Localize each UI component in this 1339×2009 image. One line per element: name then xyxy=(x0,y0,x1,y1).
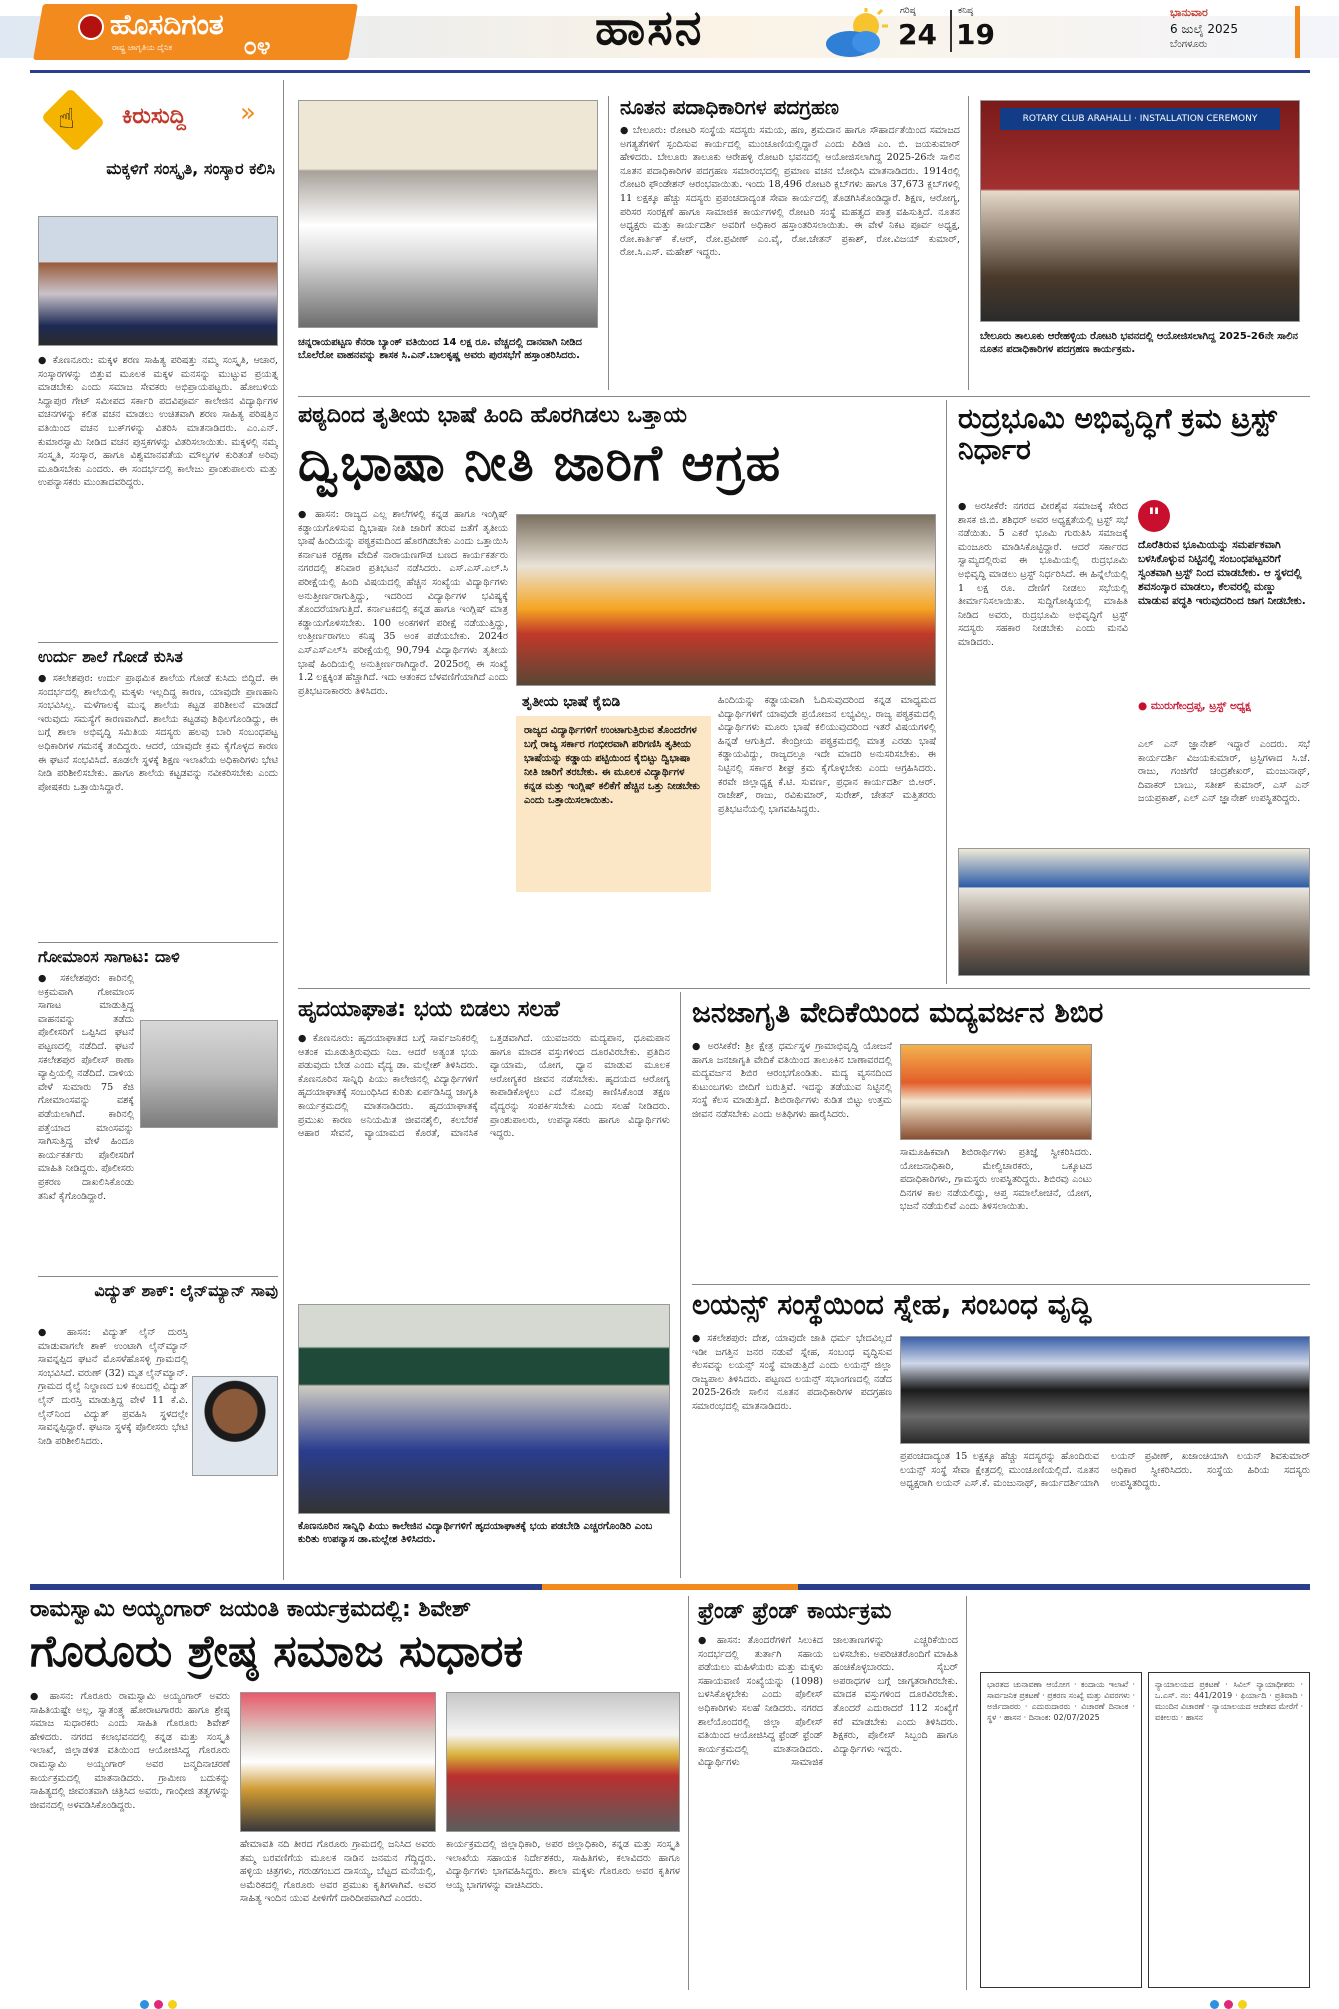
column-rule xyxy=(946,400,947,984)
car-caption: ಚನ್ನರಾಯಪಟ್ಟಣ ಕೆನರಾ ಬ್ಯಾಂಕ್ ವತಿಯಿಂದ 14 ಲಕ್ಷ ರೂ. ವೆಚ್ಚದಲ್ಲಿ ದಾನವಾಗಿ ನೀಡಿದ ಬೊಲೆರೋ ವಾಹನವನ್ನು ಶಾಸಕ ಸಿ.ಎನ್.ಬಾಲಕೃಷ್ಣ ಅವರು ಪುರಸಭೆಗೆ ಹಸ್ತಾಂತರಿಸಿದರು. xyxy=(298,337,583,361)
story-photo-car xyxy=(140,1020,278,1128)
temp-min-label: ಕನಿಷ್ಠ xyxy=(958,6,974,16)
rudra-headline: ರುದ್ರಭೂಮಿ ಅಭಿವೃದ್ಧಿಗೆ ಕ್ರಮ ಟ್ರಸ್ಟ್ ನಿರ್ಧಾರ xyxy=(958,402,1277,466)
paper-name: ಹೊಸದಿಗಂತ xyxy=(110,8,224,41)
rotary-caption: ಬೇಲೂರು ತಾಲೂಕು ಆರೇಹಳ್ಳಿಯ ರೋಟರಿ ಭವನದಲ್ಲಿ ಆಯೋಜಿಸಲಾಗಿದ್ದ 2025-26ನೇ ಸಾಲಿನ ನೂತನ ಪದಾಧಿಕಾರಿಗಳ ಪದಗ್ರಹಣ ಕಾರ್ಯಕ್ರಮ. xyxy=(980,331,1298,355)
legal-notice-text: ನ್ಯಾಯಾಲಯದ ಪ್ರಕಟಣೆ · ಸಿವಿಲ್ ನ್ಯಾಯಾಧೀಶರು · ಒ.ಎಸ್. ನಂ: 441/2019 · ಫಿರ್ಯಾದಿ · ಪ್ರತಿವಾದಿ · ಮುಂದಿನ ವಿಚಾರಣೆ · ನ್ಯಾಯಾಲಯದ ಆದೇಶದ ಮೇರೆಗೆ · ವಕೀಲರು · ಹಾಸನ xyxy=(1155,1680,1303,1722)
reg-dot xyxy=(168,2000,177,2009)
place-text: ಬೆಂಗಳೂರು xyxy=(1170,39,1208,50)
paper-tagline: ರಾಷ್ಟ್ರ ಜಾಗೃತಿಯ ದೈನಿಕ xyxy=(112,43,173,52)
story-photo-students xyxy=(38,216,278,346)
lamp-icon xyxy=(78,14,104,40)
edition-tag: ೦೪ xyxy=(243,32,271,60)
registration-marks xyxy=(140,1994,180,2006)
column-rule xyxy=(968,96,969,390)
reg-dot xyxy=(154,2000,163,2009)
goruru-photo xyxy=(240,1692,436,1832)
rudra-col-1: ● ಅರಸೀಕೆರೆ: ನಗರದ ವೀರಶೈವ ಸಮಾಜಕ್ಕೆ ಸೇರಿದ ಶಾಸಕ ಜಿ.ಬಿ. ಶಶಿಧರ್ ಅವರ ಅಧ್ಯಕ್ಷತೆಯಲ್ಲಿ ಟ್ರಸ್ಟ್ ಸಭೆ ನಡೆಯಿತು. 5 ಎಕರೆ ಭೂಮಿ ಗುರುತಿಸಿ ಸಮಾಜಕ್ಕೆ ಮಂಜೂರು ಮಾಡಿಸಿಕೊಟ್ಟಿದ್ದಾರೆ. ಆದರೆ ಸರ್ಕಾರದ ಸ್ವಾಮ್ಯದಲ್ಲಿರುವ ಈ ಭೂಮಿಯಲ್ಲಿ ರುದ್ರಭೂಮಿ ಅಭಿವೃದ್ಧಿ ಮಾಡಲು ಟ್ರಸ್ಟ್ ನಿರ್ಧರಿಸಿದೆ. ಈ ಹಿನ್ನೆಲೆಯಲ್ಲಿ 1 ಲಕ್ಷ ರೂ. ದೇಣಿಗೆ ನೀಡಲು ಸಭೆಯಲ್ಲಿ ತೀರ್ಮಾನಿಸಲಾಯಿತು. ಸುದ್ದಿಗೋಷ್ಠಿಯಲ್ಲಿ ಮಾಹಿತಿ ನೀಡಿದ ಅವರು, ರುದ್ರಭೂಮಿ ಅಭಿವೃದ್ಧಿಗೆ ಟ್ರಸ್ಟ್ ಸದಸ್ಯರು ಸಹಕಾರ ನೀಡಬೇಕು ಎಂದು ಮನವಿ ಮಾಡಿದರು. xyxy=(958,501,1128,648)
pointing-hand-icon: ☝ xyxy=(58,102,76,135)
story-headline: ಗೋಮಾಂಸ ಸಾಗಾಟ: ದಾಳಿ xyxy=(38,947,180,966)
divider xyxy=(38,1276,278,1277)
rotary-photo xyxy=(980,100,1300,322)
rudra-photo xyxy=(958,848,1310,976)
story-body: ● ಸಕಲೇಶಪುರ: ಉರ್ದು ಪ್ರಾಥಮಿಕ ಶಾಲೆಯ ಗೋಡೆ ಕುಸಿದು ಬಿದ್ದಿದೆ. ಈ ಸಂದರ್ಭದಲ್ಲಿ ಶಾಲೆಯಲ್ಲಿ ಮಕ್ಕಳು ಇಲ್ಲದಿದ್ದ ಕಾರಣ, ಯಾವುದೇ ಪ್ರಾಣಹಾನಿ ಸಂಭವಿಸಿಲ್ಲ. ಮಳೆಗಾಲಕ್ಕೆ ಮುನ್ನ ಶಾಲೆಯ ಕಟ್ಟಡ ಪರಿಶೀಲನೆ ಮಾಡದೆ ಇರುವುದು ಸಮಸ್ಯೆಗೆ ಕಾರಣವಾಗಿದೆ. ಶಾಲೆಯ ಕಟ್ಟಡವು ಶಿಥಿಲಗೊಂಡಿದ್ದು, ಈ ಬಗ್ಗೆ ಶಾಲಾ ಅಭಿವೃದ್ಧಿ ಸಮಿತಿಯ ಸದಸ್ಯರು ಹಲವು ಬಾರಿ ಸಂಬಂಧಪಟ್ಟ ಅಧಿಕಾರಿಗಳ ಗಮನಕ್ಕೆ ತಂದಿದ್ದರು. ಆದರೆ, ಯಾವುದೇ ಕ್ರಮ ಕೈಗೊಳ್ಳದ ಕಾರಣ ಈ ಘಟನೆ ಸಂಭವಿಸಿದೆ. ಕೂಡಲೇ ಸ್ಥಳಕ್ಕೆ ಶಿಕ್ಷಣ ಇಲಾಖೆಯ ಅಧಿಕಾರಿಗಳು ಭೇಟಿ ನೀಡಿ ಪರಿಶೀಲಿಸಬೇಕು. ಹಾಗೂ ಶಾಲೆಯ ಕಟ್ಟಡವನ್ನು ನವೀಕರಿಸಬೇಕು ಎಂದು ಪೋಷಕರು ಒತ್ತಾಯಿಸಿದ್ದಾರೆ. xyxy=(38,673,278,793)
row-rule xyxy=(298,396,1310,397)
temp-divider xyxy=(950,10,952,52)
janajagruti-col-3 xyxy=(1100,1040,1310,1280)
rudra-quote-by: ● ಮುರುಗೇಂದ್ರಪ್ಪ, ಟ್ರಸ್ಟ್ ಅಧ್ಯಕ್ಷ xyxy=(1138,700,1251,712)
lions-photo xyxy=(900,1336,1310,1444)
legal-notice-2 xyxy=(1148,1672,1310,1988)
friend-body: ● ಹಾಸನ: ತೊಂದರೆಗಳಿಗೆ ಸಿಲುಕಿದ ಸಂದರ್ಭದಲ್ಲಿ ತುರ್ತಾಗಿ ಸಹಾಯ ಪಡೆಯಲು ಮಹಿಳೆಯರು ಮತ್ತು ಮಕ್ಕಳು ಸಹಾಯವಾಣಿ ಸಂಖ್ಯೆಯನ್ನು (1098) ಬಳಸಿಕೊಳ್ಳಬೇಕು ಎಂದು ಪೊಲೀಸ್ ಅಧಿಕಾರಿಗಳು ಸಲಹೆ ನೀಡಿದರು. ನಗರದ ಶಾಲೆಯೊಂದರಲ್ಲಿ ಜಿಲ್ಲಾ ಪೊಲೀಸ್ ವತಿಯಿಂದ ಆಯೋಜಿಸಿದ್ದ ಫ್ರೆಂಡ್ ಫ್ರೆಂಡ್ ಕಾರ್ಯಕ್ರಮದಲ್ಲಿ ಮಾತನಾಡಿದರು. ವಿದ್ಯಾರ್ಥಿಗಳು ಸಾಮಾಜಿಕ ಜಾಲತಾಣಗಳನ್ನು ಎಚ್ಚರಿಕೆಯಿಂದ ಬಳಸಬೇಕು. ಅಪರಿಚಿತರೊಂದಿಗೆ ಮಾಹಿತಿ ಹಂಚಿಕೊಳ್ಳಬಾರದು. ಸೈಬರ್ ಅಪರಾಧಗಳ ಬಗ್ಗೆ ಜಾಗೃತರಾಗಿರಬೇಕು. ಮಾದಕ ವಸ್ತುಗಳಿಂದ ದೂರವಿರಬೇಕು. ತೊಂದರೆ ಎದುರಾದರೆ 112 ಸಂಖ್ಯೆಗೆ ಕರೆ ಮಾಡಬೇಕು ಎಂದು ತಿಳಿಸಿದರು. ಶಿಕ್ಷಕರು, ಪೊಲೀಸ್ ಸಿಬ್ಬಂದಿ ಹಾಗೂ ವಿದ್ಯಾರ್ಥಿಗಳು ಇದ್ದರು. xyxy=(698,1635,958,1769)
car-photo xyxy=(298,100,598,328)
city-title: ಹಾಸನ xyxy=(595,0,704,56)
goruru-kicker: ರಾಮಸ್ವಾಮಿ ಅಯ್ಯಂಗಾರ್ ಜಯಂತಿ ಕಾರ್ಯಕ್ರಮದಲ್ಲಿ: ಶಿವೇಶ್ xyxy=(30,1597,472,1622)
story-body: ● ಸಕಲೇಶಪುರ: ಕಾರಿನಲ್ಲಿ ಅಕ್ರಮವಾಗಿ ಗೋಮಾಂಸ ಸಾಗಾಟ ಮಾಡುತ್ತಿದ್ದ ವಾಹನವನ್ನು ತಡೆದು ಪೊಲೀಸರಿಗೆ ಒಪ್ಪಿಸಿದ ಘಟನೆ ಪಟ್ಟಣದಲ್ಲಿ ನಡೆದಿದೆ. ಘಟನೆ ಸಕಲೇಶಪುರ ಪೊಲೀಸ್ ಠಾಣಾ ವ್ಯಾಪ್ತಿಯಲ್ಲಿ ನಡೆದಿದೆ. ದಾಳಿಯ ವೇಳೆ ಸುಮಾರು 75 ಕೆಜಿ ಗೋಮಾಂಸವನ್ನು ವಶಕ್ಕೆ ಪಡೆಯಲಾಗಿದೆ. ಕಾರಿನಲ್ಲಿ ಪತ್ತೆಯಾದ ಮಾಂಸವನ್ನು ಸಾಗಿಸುತ್ತಿದ್ದ ವೇಳೆ ಹಿಂದೂ ಕಾರ್ಯಕರ್ತರು ಪೊಲೀಸರಿಗೆ ಮಾಹಿತಿ ನೀಡಿದ್ದರು. ಪೊಲೀಸರು ಪ್ರಕರಣ ದಾಖಲಿಸಿಕೊಂಡು ತನಿಖೆ ಕೈಗೊಂಡಿದ್ದಾರೆ. xyxy=(38,973,134,1202)
column-rule xyxy=(608,96,609,390)
lead-col-2: ಹಿಂದಿಯನ್ನು ಕಡ್ಡಾಯವಾಗಿ ಓದಿಸುವುದರಿಂದ ಕನ್ನಡ ಮಾಧ್ಯಮದ ವಿದ್ಯಾರ್ಥಿಗಳಿಗೆ ಯಾವುದೇ ಪ್ರಯೋಜನ ಲಭ್ಯವಿಲ್ಲ. ರಾಜ್ಯ ಪಠ್ಯಕ್ರಮದಲ್ಲಿ ವಿದ್ಯಾರ್ಥಿಗಳು ಮೂರು ಭಾಷೆ ಕಲಿಯುವುದರಿಂದ ಇತರೆ ವಿಷಯಗಳಲ್ಲಿ ಹಿನ್ನಡೆ ಆಗುತ್ತಿದೆ. ಕೇಂದ್ರೀಯ ಪಠ್ಯಕ್ರಮದಲ್ಲಿ ಮಾತ್ರ ಎರಡು ಭಾಷೆ ಕಡ್ಡಾಯವಿದ್ದು, ರಾಜ್ಯದಲ್ಲೂ ಇದೇ ಮಾದರಿ ಅನುಸರಿಸಬೇಕು. ಈ ನಿಟ್ಟಿನಲ್ಲಿ ಸರ್ಕಾರ ಶೀಘ್ರ ಕ್ರಮ ಕೈಗೊಳ್ಳಬೇಕು ಎಂದು ಆಗ್ರಹಿಸಿದರು. ಕರವೇ ಜಿಲ್ಲಾಧ್ಯಕ್ಷ ಕೆ.ಟಿ. ಸುವರ್ಣ, ಪ್ರಧಾನ ಕಾರ್ಯದರ್ಶಿ ಬಿ.ಆರ್. ರಾಜೇಶ್, ರಾಜು, ರವಿಕುಮಾರ್, ಸುರೇಶ್, ಚೇತನ್ ಮತ್ತಿತರರು ಪ್ರತಿಭಟನೆಯಲ್ಲಿ ಭಾಗವಹಿಸಿದ್ದರು. xyxy=(718,695,936,815)
story-headline: ಉರ್ದು ಶಾಲೆ ಗೋಡೆ ಕುಸಿತ xyxy=(38,647,183,666)
goruru-photo-2 xyxy=(446,1692,680,1832)
janajagruti-headline: ಜನಜಾಗೃತಿ ವೇದಿಕೆಯಿಂದ ಮದ್ಯವರ್ಜನ ಶಿಬಿರ xyxy=(692,996,1104,1029)
heart-body: ● ಕೊಣನೂರು: ಹೃದಯಾಘಾತದ ಬಗ್ಗೆ ಸಾರ್ವಜನಿಕರಲ್ಲಿ ಆತಂಕ ಮೂಡುತ್ತಿರುವುದು ನಿಜ. ಆದರೆ ಅತ್ಯಂತ ಭಯ ಪಡುವುದು ಬೇಡ ಎಂದು ವೈದ್ಯ ಡಾ. ಮಲ್ಲೇಶ್ ತಿಳಿಸಿದರು. ಕೊಣನೂರಿನ ಸಾನ್ನಿಧಿ ಪಿಯು ಕಾಲೇಜಿನಲ್ಲಿ ವಿದ್ಯಾರ್ಥಿಗಳಿಗೆ ಹೃದಯಾಘಾತಕ್ಕೆ ಸಂಬಂಧಿಸಿದ ಕುರಿತು ಏರ್ಪಡಿಸಿದ್ದ ಜಾಗೃತಿ ಕಾರ್ಯಕ್ರಮದಲ್ಲಿ ಮಾತನಾಡಿದರು. ಹೃದಯಾಘಾತಕ್ಕೆ ಪ್ರಮುಖ ಕಾರಣ ಅನಿಯಮಿತ ಜೀವನಶೈಲಿ, ಕಲಬೆರಕೆ ಆಹಾರ ಸೇವನೆ, ವ್ಯಾಯಾಮದ ಕೊರತೆ, ಮಾನಸಿಕ ಒತ್ತಡವಾಗಿದೆ. ಯುವಜನರು ಮದ್ಯಪಾನ, ಧೂಮಪಾನ ಹಾಗೂ ಮಾದಕ ವಸ್ತುಗಳಿಂದ ದೂರವಿರಬೇಕು. ಪ್ರತಿದಿನ ವ್ಯಾಯಾಮ, ಯೋಗ, ಧ್ಯಾನ ಮಾಡುವ ಮೂಲಕ ಆರೋಗ್ಯಕರ ಜೀವನ ನಡೆಸಬೇಕು. ಹೃದಯದ ಆರೋಗ್ಯ ಕಾಪಾಡಿಕೊಳ್ಳಲು ಎದೆ ನೋವು ಕಾಣಿಸಿಕೊಂಡ ತಕ್ಷಣ ವೈದ್ಯರನ್ನು ಸಂಪರ್ಕಿಸಬೇಕು ಎಂದು ಸಲಹೆ ನೀಡಿದರು. ಪ್ರಾಂಶುಪಾಲರು, ಉಪನ್ಯಾಸಕರು ಹಾಗೂ ವಿದ್ಯಾರ್ಥಿಗಳು ಇದ್ದರು. xyxy=(298,1033,670,1140)
lead-headline: ದ್ವಿಭಾಷಾ ನೀತಿ ಜಾರಿಗೆ ಆಗ್ರಹ xyxy=(298,434,782,492)
lions-headline: ಲಯನ್ಸ್ ಸಂಸ್ಥೆಯಿಂದ ಸ್ನೇಹ, ಸಂಬಂಧ ವೃದ್ಧಿ xyxy=(692,1288,1092,1321)
janajagruti-col-2: ಸಾಮೂಹಿಕವಾಗಿ ಶಿಬಿರಾರ್ಥಿಗಳು ಪ್ರತಿಜ್ಞೆ ಸ್ವೀಕರಿಸಿದರು. ಯೋಜನಾಧಿಕಾರಿ, ಮೇಲ್ವಿಚಾರಕರು, ಒಕ್ಕೂಟದ ಪದಾಧಿಕಾರಿಗಳು, ಗ್ರಾಮಸ್ಥರು ಉಪಸ್ಥಿತರಿದ್ದರು. ಶಿಬಿರವು ಎಂಟು ದಿನಗಳ ಕಾಲ ನಡೆಯಲಿದ್ದು, ಆಪ್ತ ಸಮಾಲೋಚನೆ, ಯೋಗ, ಭಜನೆ ನಡೆಯಲಿವೆ ಎಂದು ತಿಳಿಸಲಾಯಿತು. xyxy=(900,1147,1092,1213)
date-block xyxy=(1170,6,1300,58)
kirusuddi-column xyxy=(30,80,280,1580)
masthead-rule xyxy=(30,70,1310,73)
kirusuddi-section-title: ಕಿರುಸುದ್ದಿ xyxy=(122,104,186,129)
lead-factbox: ರಾಜ್ಯದ ವಿದ್ಯಾರ್ಥಿಗಳಿಗೆ ಉಂಟಾಗುತ್ತಿರುವ ತೊಂದರೆಗಳ ಬಗ್ಗೆ ರಾಜ್ಯ ಸರ್ಕಾರ ಗಂಭೀರವಾಗಿ ಪರಿಗಣಿಸಿ ತೃತೀಯ ಭಾಷೆಯನ್ನು ಕಡ್ಡಾಯ ಪಟ್ಟಿಯಿಂದ ಕೈಬಿಟ್ಟು ದ್ವಿಭಾಷಾ ನೀತಿ ಜಾರಿಗೆ ತರಬೇಕು. ಈ ಮೂಲಕ ವಿದ್ಯಾರ್ಥಿಗಳ ಕನ್ನಡ ಮತ್ತು ಇಂಗ್ಲಿಷ್ ಕಲಿಕೆಗೆ ಹೆಚ್ಚಿನ ಒತ್ತು ನೀಡಬೇಕು ಎಂದು ಒತ್ತಾಯಿಸಲಾಯಿತು. xyxy=(516,716,711,892)
legal-notice-1 xyxy=(980,1672,1142,1988)
rotary-banner: ROTARY CLUB ARAHALLI · INSTALLATION CEREMONY xyxy=(1000,108,1280,130)
friend-headline: ಫ್ರೆಂಡ್ ಫ್ರೆಂಡ್ ಕಾರ್ಯಕ್ರಮ xyxy=(698,1599,892,1624)
janajagruti-photo xyxy=(900,1044,1092,1140)
divider xyxy=(38,942,278,943)
heart-caption: ಕೊಣನೂರಿನ ಸಾನ್ನಿಧಿ ಪಿಯು ಕಾಲೇಜಿನ ವಿದ್ಯಾರ್ಥಿಗಳಿಗೆ ಹೃದಯಾಘಾತಕ್ಕೆ ಭಯ ಪಡಬೇಡಿ ಎಚ್ಚರಗೊಂಡಿರಿ ಎಂಬ ಕುರಿತು ಉಪನ್ಯಾಸ ಡಾ.ಮಲ್ಲೇಶ ತಿಳಿಸಿದರು. xyxy=(298,1521,653,1545)
masthead xyxy=(0,0,1339,66)
quote-mark-icon: " xyxy=(1138,500,1170,532)
story-body: ● ಹಾಸನ: ವಿದ್ಯುತ್ ಲೈನ್ ದುರಸ್ತಿ ಮಾಡುವಾಗಲೇ ಶಾಕ್ ಉಂಟಾಗಿ ಲೈನ್‌ಮ್ಯಾನ್ ಸಾವನ್ನಪ್ಪಿದ ಘಟನೆ ಮೊಸಳೆಹೊಸಳ್ಳಿ ಗ್ರಾಮದಲ್ಲಿ ಸಂಭವಿಸಿದೆ. ವರುಣ್ (32) ಮೃತ ಲೈನ್‌ಮ್ಯಾನ್. ಗ್ರಾಮದ ರೈಲ್ವೆ ನಿಲ್ದಾಣದ ಬಳಿ ಕಂಬದಲ್ಲಿ ವಿದ್ಯುತ್ ಲೈನ್ ದುರಸ್ತಿ ಮಾಡುತ್ತಿದ್ದ ವೇಳೆ 11 ಕೆ.ವಿ. ಲೈನ್‌ನಿಂದ ವಿದ್ಯುತ್ ಪ್ರವಹಿಸಿ ಸ್ಥಳದಲ್ಲೇ ಸಾವನ್ನಪ್ಪಿದ್ದಾರೆ. ಘಟನಾ ಸ್ಥಳಕ್ಕೆ ಪೊಲೀಸರು ಭೇಟಿ ನೀಡಿ ಪರಿಶೀಲಿಸಿದರು. xyxy=(38,1327,188,1447)
heart-photo-classroom xyxy=(298,1304,670,1514)
bottom-color-band xyxy=(30,1584,1310,1590)
date-text: 6 ಜುಲೈ 2025 xyxy=(1170,22,1238,36)
registration-marks xyxy=(1210,1994,1250,2006)
story-photo-lineman xyxy=(192,1376,278,1476)
story-body: ● ಕೊಣನೂರು: ಮಕ್ಕಳ ಶರಣ ಸಾಹಿತ್ಯ ಪರಿಷತ್ತು ನಮ್ಮ ಸಂಸ್ಕೃತಿ, ಆಚಾರ, ಸಂಸ್ಕಾರಗಳನ್ನು ಬಿತ್ತುವ ಮೂಲಕ ಮಕ್ಕಳ ಮನಸನ್ನು ಮುಟ್ಟುವ ಪ್ರಯತ್ನ ಮಾಡಬೇಕು ಎಂದು ಸಮಾಜ ಸೇವಕರು ಅಭಿಪ್ರಾಯಪಟ್ಟರು. ಹೋಬಳಿಯ ಸಿದ್ದಾಪುರ ಗೇಟ್ ಸಮೀಪದ ಸರ್ಕಾರಿ ಪದವಿಪೂರ್ವ ಕಾಲೇಜಿನ ವಿದ್ಯಾರ್ಥಿಗಳ ವಚನಗಳನ್ನು ಕಲಿತ ವಚನ ಮಾಡಲು ಉಚಿತವಾಗಿ ಶರಣ ಸಾಹಿತ್ಯ ಪರಿಷತ್ತಿನ ವತಿಯಿಂದ ವಚನ ಬುಕ್‌ಗಳನ್ನು ವಿತರಿಸಿ ಮಾತನಾಡಿದರು. ಎಂ.ಎನ್. ಕುಮಾರಸ್ವಾಮಿ ನೀಡಿದ ವಚನ ಪುಸ್ತಕಗಳನ್ನು ವಿತರಿಸಲಾಯಿತು. ಮಕ್ಕಳಲ್ಲಿ ನಮ್ಮ ಸಂಸ್ಕೃತಿ, ಸಂಸ್ಕಾರ, ಹಾಗೂ ವಿಶ್ವಮಾನವತೆಯ ಮೌಲ್ಯಗಳ ಕುರಿತಂತೆ ಅರಿವು ಮೂಡಿಸಬೇಕು ಎಂದರು. ಈ ಸಂದರ್ಭದಲ್ಲಿ ಕಾಲೇಜು ಪ್ರಾಂಶುಪಾಲರು ಮತ್ತು ಉಪನ್ಯಾಸಕರು ಮುಂತಾದವರಿದ್ದರು. xyxy=(38,355,278,489)
column-rule xyxy=(688,1596,689,1990)
story-body xyxy=(140,1132,278,1272)
story-headline: ವಿದ್ಯುತ್ ಶಾಕ್: ಲೈನ್‌ಮ್ಯಾನ್ ಸಾವು xyxy=(94,1281,278,1300)
weather-cloud-sun-icon xyxy=(820,8,892,60)
rotary-body: ● ಬೇಲೂರು: ರೋಟರಿ ಸಂಸ್ಥೆಯ ಸದಸ್ಯರು ಸಮಯ, ಹಣ, ಶ್ರಮದಾನ ಹಾಗೂ ಸೌಹಾರ್ದತೆಯಿಂದ ಸಮಾಜದ ಅಗತ್ಯತೆಗಳಿಗೆ ಸ್ಪಂದಿಸುವ ಕಾರ್ಯದಲ್ಲಿ ಮುಂಚೂಣಿಯಲ್ಲಿದ್ದಾರೆ ಎಂದು ಪಿಡಿಜಿ ಎಂ. ಬಿ. ಜಯಕುಮಾರ್ ಹೇಳಿದರು. ಬೇಲೂರು ತಾಲೂಕು ಆರೇಹಳ್ಳಿ ರೋಟರಿ ಭವನದಲ್ಲಿ ಆಯೋಜಿಸಲಾಗಿದ್ದ 2025-26ನೇ ಸಾಲಿನ ನೂತನ ಪದಾಧಿಕಾರಿಗಳ ಪದಗ್ರಹಣ ಸಮಾರಂಭದಲ್ಲಿ ಪ್ರಮಾಣ ವಚನ ಬೋಧಿಸಿ ಮಾತನಾಡಿದರು. 1914ರಲ್ಲಿ ರೋಟರಿ ಫೌಂಡೇಶನ್ ಆರಂಭವಾಯಿತು. ಇಂದು 18,496 ರೋಟರಿ ಕ್ಲಬ್‌ಗಳು ಹಾಗೂ 37,673 ಕ್ಲಬ್‌ಗಳಲ್ಲಿ 11 ಲಕ್ಷಕ್ಕೂ ಹೆಚ್ಚು ಸದಸ್ಯರು ಪ್ರಪಂಚದಾದ್ಯಂತ ಸೇವಾ ಕಾರ್ಯದಲ್ಲಿ ತೊಡಗಿಸಿಕೊಂಡಿದ್ದಾರೆ. ಶಿಕ್ಷಣ, ಆರೋಗ್ಯ, ಪರಿಸರ ಸಂರಕ್ಷಣೆ ಹಾಗೂ ಸಾಮಾಜಿಕ ಕಾರ್ಯಗಳಲ್ಲಿ ರೋಟರಿ ಸಂಸ್ಥೆ ಮಹತ್ವದ ಪಾತ್ರ ವಹಿಸುತ್ತಿದೆ. ನೂತನ ಅಧ್ಯಕ್ಷರು ಮತ್ತು ಕಾರ್ಯದರ್ಶಿ ಅವರಿಗೆ ಅಧಿಕಾರ ಹಸ್ತಾಂತರಿಸಲಾಯಿತು. ಈ ವೇಳೆ ನಿಕಟ ಪೂರ್ವ ಅಧ್ಯಕ್ಷ, ರೋ.ಕಾರ್ತಿಕ್ ಕೆ.ಆರ್, ರೋ.ಪ್ರವೀಣ್ ಎಂ.ವೈ, ರೋ.ಚೇತನ್ ಪ್ರಕಾಶ್, ರೋ.ವಿಜಯ್ ಕುಮಾರ್, ರೋ.ಸಿ.ಎಸ್. ಮಹೇಶ್ ಇದ್ದರು. xyxy=(620,125,960,259)
divider xyxy=(38,642,278,643)
lions-col-1: ● ಸಕಲೇಶಪುರ: ದೇಶ, ಯಾವುದೇ ಜಾತಿ ಧರ್ಮ ಭೇದವಿಲ್ಲದೆ ಇಡೀ ಜಗತ್ತಿನ ಜನರ ನಡುವೆ ಸ್ನೇಹ, ಸಂಬಂಧ ವೃದ್ಧಿಸುವ ಕೆಲಸವನ್ನು ಲಯನ್ಸ್ ಸಂಸ್ಥೆ ಮಾಡುತ್ತಿದೆ ಎಂದು ಲಯನ್ಸ್ ಜಿಲ್ಲಾ ರಾಜ್ಯಪಾಲ ತಿಳಿಸಿದರು. ಪಟ್ಟಣದ ಲಯನ್ಸ್ ಸಭಾಂಗಣದಲ್ಲಿ ನಡೆದ 2025-26ನೇ ಸಾಲಿನ ನೂತನ ಪದಾಧಿಕಾರಿಗಳ ಪದಗ್ರಹಣ ಸಮಾರಂಭದಲ್ಲಿ ಮಾತನಾಡಿದರು. xyxy=(692,1333,892,1412)
reg-dot xyxy=(1224,2000,1233,2009)
story-headline: ಮಕ್ಕಳಿಗೆ ಸಂಸ್ಕೃತಿ, ಸಂಸ್ಕಾರ ಕಲಿಸಿ xyxy=(106,159,275,178)
lead-photo-protest xyxy=(516,514,936,686)
janajagruti-col-1: ● ಅರಸೀಕೆರೆ: ಶ್ರೀ ಕ್ಷೇತ್ರ ಧರ್ಮಸ್ಥಳ ಗ್ರಾಮಾಭಿವೃದ್ಧಿ ಯೋಜನೆ ಹಾಗೂ ಜನಜಾಗೃತಿ ವೇದಿಕೆ ವತಿಯಿಂದ ತಾಲೂಕಿನ ಬಾಣಾವರದಲ್ಲಿ ಮದ್ಯವರ್ಜನ ಶಿಬಿರ ಆರಂಭಗೊಂಡಿತು. ಮದ್ಯ ವ್ಯಸನದಿಂದ ಕುಟುಂಬಗಳು ಬೀದಿಗೆ ಬರುತ್ತಿವೆ. ಇದನ್ನು ತಡೆಯುವ ನಿಟ್ಟಿನಲ್ಲಿ ಸಂಸ್ಥೆ ಕೆಲಸ ಮಾಡುತ್ತಿದೆ. ಶಿಬಿರಾರ್ಥಿಗಳು ಕುಡಿತ ಬಿಟ್ಟು ಉತ್ತಮ ಜೀವನ ನಡೆಸಬೇಕು ಎಂದು ಅತಿಥಿಗಳು ಹಾರೈಸಿದರು. xyxy=(692,1041,892,1120)
column-rule xyxy=(283,80,284,1580)
reg-dot xyxy=(1238,2000,1247,2009)
temp-min-value: 19 xyxy=(956,18,995,51)
goruru-col-2: ಹೇಮಾವತಿ ನದಿ ತೀರದ ಗೊರೂರು ಗ್ರಾಮದಲ್ಲಿ ಜನಿಸಿದ ಅವರು ತಮ್ಮ ಬರವಣಿಗೆಯ ಮೂಲಕ ನಾಡಿನ ಜನಮನ ಗೆದ್ದಿದ್ದರು. ಹಳ್ಳಿಯ ಚಿತ್ರಗಳು, ಗರುಡಗಂಬದ ದಾಸಯ್ಯ, ಬೆಟ್ಟದ ಮನೆಯಲ್ಲಿ, ಅಮೆರಿಕದಲ್ಲಿ ಗೊರೂರು ಅವರ ಪ್ರಮುಖ ಕೃತಿಗಳಾಗಿವೆ. ಅವರ ಸಾಹಿತ್ಯ ಇಂದಿನ ಯುವ ಪೀಳಿಗೆಗೆ ದಾರಿದೀಪವಾಗಿದೆ ಎಂದರು. xyxy=(240,1839,436,1905)
lions-col-2: ಪ್ರಪಂಚದಾದ್ಯಂತ 15 ಲಕ್ಷಕ್ಕೂ ಹೆಚ್ಚು ಸದಸ್ಯರನ್ನು ಹೊಂದಿರುವ ಲಯನ್ಸ್ ಸಂಸ್ಥೆ ಸೇವಾ ಕ್ಷೇತ್ರದಲ್ಲಿ ಮುಂಚೂಣಿಯಲ್ಲಿದೆ. ನೂತನ ಅಧ್ಯಕ್ಷರಾಗಿ ಲಯನ್ ಎಸ್.ಕೆ. ಮಂಜುನಾಥ್, ಕಾರ್ಯದರ್ಶಿಯಾಗಿ ಲಯನ್ ಪ್ರವೀಣ್, ಖಜಾಂಚಿಯಾಗಿ ಲಯನ್ ಶಿವಕುಮಾರ್ ಅಧಿಕಾರ ಸ್ವೀಕರಿಸಿದರು. ಸಂಸ್ಥೆಯ ಹಿರಿಯ ಸದಸ್ಯರು ಉಪಸ್ಥಿತರಿದ್ದರು. xyxy=(900,1451,1310,1490)
column-rule xyxy=(680,992,681,1578)
lead-kicker: ಪಠ್ಯದಿಂದ ತೃತೀಯ ಭಾಷೆ ಹಿಂದಿ ಹೊರಗಿಡಲು ಒತ್ತಾಯ xyxy=(298,403,687,428)
goruru-col-1: ● ಹಾಸನ: ಗೊರೂರು ರಾಮಸ್ವಾಮಿ ಅಯ್ಯಂಗಾರ್ ಅವರು ಸಾಹಿತಿಯಷ್ಟೇ ಅಲ್ಲ, ಸ್ವಾತಂತ್ರ್ಯ ಹೋರಾಟಗಾರರು ಹಾಗೂ ಶ್ರೇಷ್ಠ ಸಮಾಜ ಸುಧಾರಕರು ಎಂದು ಸಾಹಿತಿ ಗೊರೂರು ಶಿವೇಶ್ ಹೇಳಿದರು. ನಗರದ ಕಲಾಭವನದಲ್ಲಿ ಕನ್ನಡ ಮತ್ತು ಸಂಸ್ಕೃತಿ ಇಲಾಖೆ, ಜಿಲ್ಲಾಡಳಿತ ವತಿಯಿಂದ ಆಯೋಜಿಸಿದ್ದ ಗೊರೂರು ರಾಮಸ್ವಾಮಿ ಅಯ್ಯಂಗಾರ್ ಅವರ ಜನ್ಮದಿನಾಚರಣೆ ಕಾರ್ಯಕ್ರಮದಲ್ಲಿ ಮಾತನಾಡಿದರು. ಗ್ರಾಮೀಣ ಬದುಕನ್ನು ಸಾಹಿತ್ಯದಲ್ಲಿ ಜೀವಂತವಾಗಿ ಚಿತ್ರಿಸಿದ ಅವರು, ಗಾಂಧೀಜಿ ತತ್ವಗಳನ್ನು ಜೀವನದಲ್ಲಿ ಅಳವಡಿಸಿಕೊಂಡಿದ್ದರು. xyxy=(30,1691,230,1811)
lead-photo-caption: ತೃತೀಯ ಭಾಷೆ ಕೈಬಿಡಿ xyxy=(522,694,621,710)
row-rule xyxy=(298,988,1310,989)
temp-max-value: 24 xyxy=(898,18,937,51)
reg-dot xyxy=(1210,2000,1219,2009)
temp-max-label: ಗರಿಷ್ಠ xyxy=(900,6,916,16)
goruru-headline: ಗೊರೂರು ಶ್ರೇಷ್ಠ ಸಮಾಜ ಸುಧಾರಕ xyxy=(30,1626,524,1677)
kirusuddi-chevrons: » xyxy=(240,98,256,128)
heart-headline: ಹೃದಯಾಘಾತ: ಭಯ ಬಿಡಲು ಸಲಹೆ xyxy=(298,997,560,1022)
day-name: ಭಾನುವಾರ xyxy=(1170,6,1208,19)
rotary-headline: ನೂತನ ಪದಾಧಿಕಾರಿಗಳ ಪದಗ್ರಹಣ xyxy=(620,95,839,119)
rudra-col-2: ಎಲ್ ಎನ್ ಜ್ಞಾನೇಶ್ ಇದ್ದಾರೆ ಎಂದರು. ಸಭೆ ಕಾರ್ಯದರ್ಶಿ ವಿಜಯಕುಮಾರ್, ಟ್ರಸ್ಟಿಗಳಾದ ಸಿ.ಜೆ. ರಾಜು, ಗಂಜಿಗೆರೆ ಚಂದ್ರಶೇಖರ್, ಮಂಜುನಾಥ್, ದಿವಾಕರ್ ಬಾಬು, ಸತೀಶ್ ಕುಮಾರ್, ಎಸ್ ಎನ್ ಜಯಪ್ರಕಾಶ್, ಎಲ್ ಎನ್ ಜ್ಞಾನೇಶ್ ಉಪಸ್ಥಿತರಿದ್ದರು. xyxy=(1138,739,1310,805)
goruru-col-3: ಕಾರ್ಯಕ್ರಮದಲ್ಲಿ ಜಿಲ್ಲಾಧಿಕಾರಿ, ಅಪರ ಜಿಲ್ಲಾಧಿಕಾರಿ, ಕನ್ನಡ ಮತ್ತು ಸಂಸ್ಕೃತಿ ಇಲಾಖೆಯ ಸಹಾಯಕ ನಿರ್ದೇಶಕರು, ಸಾಹಿತಿಗಳು, ಕಲಾವಿದರು ಹಾಗೂ ವಿದ್ಯಾರ್ಥಿಗಳು ಭಾಗವಹಿಸಿದ್ದರು. ಶಾಲಾ ಮಕ್ಕಳು ಗೊರೂರು ಅವರ ಕೃತಿಗಳ ಆಯ್ದ ಭಾಗಗಳನ್ನು ವಾಚಿಸಿದರು. xyxy=(446,1839,680,1891)
row-rule xyxy=(692,1284,1310,1285)
legal-notice-text: ಭಾರತದ ಚುನಾವಣಾ ಆಯೋಗ · ಕಂದಾಯ ಇಲಾಖೆ · ಸಾರ್ವಜನಿಕ ಪ್ರಕಟಣೆ · ಪ್ರಕರಣ ಸಂಖ್ಯೆ ಮತ್ತು ವಿವರಗಳು · ಅರ್ಜಿದಾರರು · ಎದುರುದಾರರು · ವಿಚಾರಣೆ ದಿನಾಂಕ · ಸ್ಥಳ · ಹಾಸನ · ದಿನಾಂಕ: 02/07/2025 xyxy=(987,1680,1135,1722)
column-rule xyxy=(966,1596,967,1990)
rudra-quote: ದೊರೆತಿರುವ ಭೂಮಿಯನ್ನು ಸಮರ್ಪಕವಾಗಿ ಬಳಸಿಕೊಳ್ಳುವ ನಿಟ್ಟಿನಲ್ಲಿ ಸಂಬಂಧಪಟ್ಟವರಿಗೆ ಸ್ವಂತವಾಗಿ ಟ್ರಸ್ಟ್ ನಿಂದ ಮಾಡಬೇಕು. ಆ ಸ್ಥಳದಲ್ಲಿ ಶವಸಂಸ್ಕಾರ ಮಾಡಲು, ಕೆಲವರಲ್ಲಿ ಮಣ್ಣು ಮಾಡುವ ಪದ್ಧತಿ ಇರುವುದರಿಂದ ಜಾಗ ನೀಡಬೇಕು. xyxy=(1138,539,1306,607)
lead-col-1: ● ಹಾಸನ: ರಾಜ್ಯದ ಎಲ್ಲ ಶಾಲೆಗಳಲ್ಲಿ ಕನ್ನಡ ಹಾಗೂ ಇಂಗ್ಲಿಷ್ ಕಡ್ಡಾಯಗೊಳಿಸುವ ದ್ವಿಭಾಷಾ ನೀತಿ ಜಾರಿಗೆ ತರುವ ಜತೆಗೆ ತೃತೀಯ ಭಾಷೆ ಹಿಂದಿಯನ್ನು ಪಠ್ಯಕ್ರಮದಿಂದ ಹೊರಗಿಡಬೇಕು ಎಂದು ಒತ್ತಾಯಿಸಿ ಕರ್ನಾಟಕ ರಕ್ಷಣಾ ವೇದಿಕೆ ನಾರಾಯಣಗೌಡ ಬಣದ ಕಾರ್ಯಕರ್ತರು ನಗರದಲ್ಲಿ ಶನಿವಾರ ಪ್ರತಿಭಟನೆ ನಡೆಸಿದರು. ಎಸ್.ಎಸ್.ಎಲ್.ಸಿ ಪರೀಕ್ಷೆಯಲ್ಲಿ ಹಿಂದಿ ವಿಷಯದಲ್ಲಿ ಹೆಚ್ಚಿನ ಸಂಖ್ಯೆಯ ವಿದ್ಯಾರ್ಥಿಗಳು ಅನುತ್ತೀರ್ಣರಾಗುತ್ತಿದ್ದು, ಇದರಿಂದ ವಿದ್ಯಾರ್ಥಿಗಳ ಭವಿಷ್ಯಕ್ಕೆ ತೊಂದರೆಯಾಗುತ್ತಿದೆ. ಕರ್ನಾಟಕದಲ್ಲಿ ಕನ್ನಡ ಹಾಗೂ ಇಂಗ್ಲಿಷ್ ಮಾತ್ರ ಕಡ್ಡಾಯಗೊಳಿಸಬೇಕು. 100 ಅಂಕಗಳಿಗೆ ಪರೀಕ್ಷೆ ನಡೆಯುತ್ತಿದ್ದು, ಉತ್ತೀರ್ಣರಾಗಲು ಕನಿಷ್ಠ 35 ಅಂಕ ಪಡೆಯಬೇಕು. 2024ರ ಎಸ್ಎಸ್ಎಲ್‌ಸಿ ಪರೀಕ್ಷೆಯಲ್ಲಿ 90,794 ವಿದ್ಯಾರ್ಥಿಗಳು ತೃತೀಯ ಭಾಷೆ ಹಿಂದಿಯಲ್ಲಿ ಅನುತ್ತೀರ್ಣರಾಗಿದ್ದಾರೆ. 2025ರಲ್ಲಿ ಈ ಸಂಖ್ಯೆ 1.2 ಲಕ್ಷಕ್ಕಿಂತ ಹೆಚ್ಚಾಗಿದೆ. ಇದು ಆತಂಕದ ಬೆಳವಣಿಗೆಯಾಗಿದೆ ಎಂದು ಪ್ರತಿಭಟನಾಕಾರರು ತಿಳಿಸಿದರು. xyxy=(298,509,508,697)
reg-dot xyxy=(140,2000,149,2009)
